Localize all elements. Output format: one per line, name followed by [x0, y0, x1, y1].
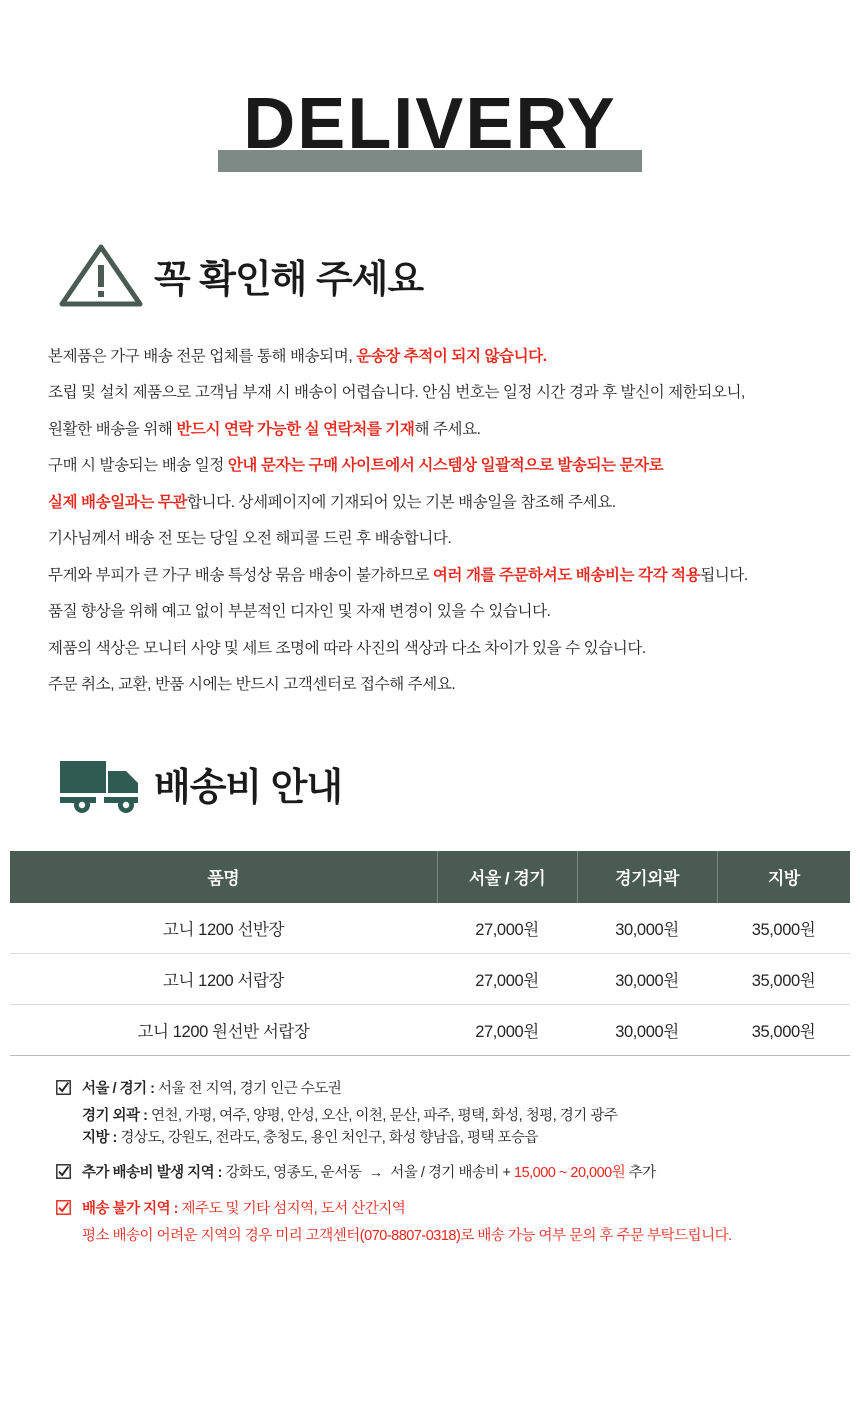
note-region: [56, 1078, 804, 1149]
note-local-value: 경상도, 강원도, 전라도, 충청도, 용인 처인구, 화성 향남읍, 평택 포승읍: [120, 1130, 539, 1147]
note-unavailable: [56, 1198, 804, 1247]
note-extra-label: 추가 배송비 발생 지역 :: [82, 1164, 223, 1181]
notice-section-header: [0, 230, 860, 320]
table-cell-price: 35,000원: [717, 903, 850, 954]
note-extra-amount: 15,000 ~ 20,000원: [514, 1164, 626, 1181]
notice-text: 구매 시 발송되는 배송 일정: [48, 457, 228, 475]
notice-text-block: [0, 320, 860, 697]
note-extra-value-mid: 서울 / 경기 배송비 +: [390, 1164, 514, 1181]
note-outer-row: [56, 1105, 804, 1127]
notice-highlight: 실제 배송일과는 무관: [48, 493, 187, 511]
notice-highlight: 여러 개를 주문하셔도 배송비는 각각 적용: [432, 566, 701, 584]
note-unavailable-sub: 평소 배송이 어려운 지역의 경우 미리 고객센터(070-8807-0318)로 배송 가능 여부 문의 후 주문 부탁드립니다.: [82, 1227, 732, 1244]
note-extra-fee: [56, 1162, 804, 1186]
notice-line: [48, 346, 812, 368]
note-seoul-value: 서울 전 지역, 경기 인근 수도권: [158, 1081, 342, 1098]
table-row: [10, 1005, 850, 1056]
table-column-header: 지방: [717, 851, 850, 903]
table-cell-product: 고니 1200 원선반 서랍장: [10, 1005, 437, 1056]
note-unavailable-value: 제주도 및 기타 섬지역, 도서 산간지역: [181, 1201, 406, 1218]
notice-highlight: 운송장 추적이 되지 않습니다.: [356, 348, 547, 365]
delivery-title-block: [0, 0, 860, 230]
checkbox-icon: [56, 1164, 76, 1186]
notice-text: 됩니다.: [700, 566, 748, 584]
notice-text: 본제품은 가구 배송 전문 업체를 통해 배송되며,: [48, 348, 357, 365]
note-seoul-label: 서울 / 경기 :: [82, 1081, 155, 1098]
notice-text: 주문 취소, 교환, 반품 시에는 반드시 고객센터로 접수해 주세요.: [48, 676, 456, 694]
table-row: [10, 954, 850, 1005]
table-cell-price: 27,000원: [437, 954, 577, 1005]
note-outer-label: 경기 외곽 :: [82, 1107, 148, 1124]
notice-highlight: 반드시 연락 가능한 실 연락처를 기재: [176, 420, 415, 438]
table-cell-price: 30,000원: [577, 954, 717, 1005]
notice-text: 원활한 배송을 위해: [48, 420, 177, 438]
warning-triangle-icon: [58, 241, 150, 309]
delivery-fee-table: [10, 851, 850, 1057]
table-header-row: [10, 851, 850, 903]
arrow-right-icon: →: [368, 1164, 383, 1181]
checkbox-red-icon: [56, 1200, 76, 1222]
table-cell-price: 27,000원: [437, 1005, 577, 1056]
notice-line: [48, 565, 812, 587]
notice-text: 무게와 부피가 큰 가구 배송 특성상 묶음 배송이 불가하므로: [48, 566, 433, 584]
notice-line: [48, 382, 812, 404]
note-local-label: 지방 :: [82, 1130, 117, 1147]
table-cell-product: 고니 1200 선반장: [10, 903, 437, 954]
notice-text: 합니다. 상세페이지에 기재되어 있는 기본 배송일을 참조해 주세요.: [186, 493, 616, 511]
notice-line: [48, 674, 812, 696]
delivery-fee-table-wrap: [0, 851, 860, 1057]
table-cell-price: 35,000원: [717, 1005, 850, 1056]
note-local-row: [56, 1127, 804, 1149]
table-cell-price: 30,000원: [577, 1005, 717, 1056]
table-column-header: 경기외곽: [577, 851, 717, 903]
notice-line: [48, 638, 812, 660]
note-outer-value: 연천, 가평, 여주, 양평, 안성, 오산, 이천, 문산, 파주, 평택, 화성, 청평, 경기 광주: [150, 1107, 618, 1124]
notice-text: 품질 향상을 위해 예고 없이 부분적인 디자인 및 자재 변경이 있을 수 있습니다.: [48, 603, 551, 621]
table-column-header: 품명: [10, 851, 437, 903]
table-body: [10, 903, 850, 1056]
note-extra-value-post: 추가: [625, 1164, 656, 1181]
notice-section-title: 꼭 확인해 주세요: [154, 258, 424, 301]
notice-line: [48, 419, 812, 441]
page-title: DELIVERY: [243, 84, 617, 164]
fee-section-title: 배송비 안내: [154, 767, 343, 810]
notice-line: [48, 455, 812, 477]
checkbox-icon: [56, 1080, 76, 1102]
note-unavailable-label: 배송 불가 지역 :: [82, 1201, 178, 1218]
notice-highlight: 안내 문자는 구매 사이트에서 시스템상 일괄적으로 발송되는 문자로: [227, 457, 664, 475]
notice-line: [48, 492, 812, 514]
table-cell-price: 30,000원: [577, 903, 717, 954]
notice-line: [48, 528, 812, 550]
notice-text: 기사님께서 배송 전 또는 당일 오전 해피콜 드린 후 배송합니다.: [48, 530, 452, 548]
table-column-header: 서울 / 경기: [437, 851, 577, 903]
notice-line: [48, 601, 812, 623]
notice-text: 조립 및 설치 제품으로 고객님 부재 시 배송이 어렵습니다. 안심 번호는 일정 시간 경과 후 발신이 제한되오니,: [48, 384, 745, 402]
table-cell-price: 35,000원: [717, 954, 850, 1005]
fee-section-header: [0, 739, 860, 829]
table-row: [10, 903, 850, 954]
footnotes-block: [0, 1056, 860, 1247]
table-cell-price: 27,000원: [437, 903, 577, 954]
table-cell-product: 고니 1200 서랍장: [10, 954, 437, 1005]
delivery-truck-icon: [58, 753, 150, 815]
notice-text: 제품의 색상은 모니터 사양 및 세트 조명에 따라 사진의 색상과 다소 차이가 있을 수 있습니다.: [48, 639, 646, 657]
note-extra-value-pre: 강화도, 영종도, 운서동: [225, 1164, 362, 1181]
notice-text: 해 주세요.: [414, 420, 481, 438]
